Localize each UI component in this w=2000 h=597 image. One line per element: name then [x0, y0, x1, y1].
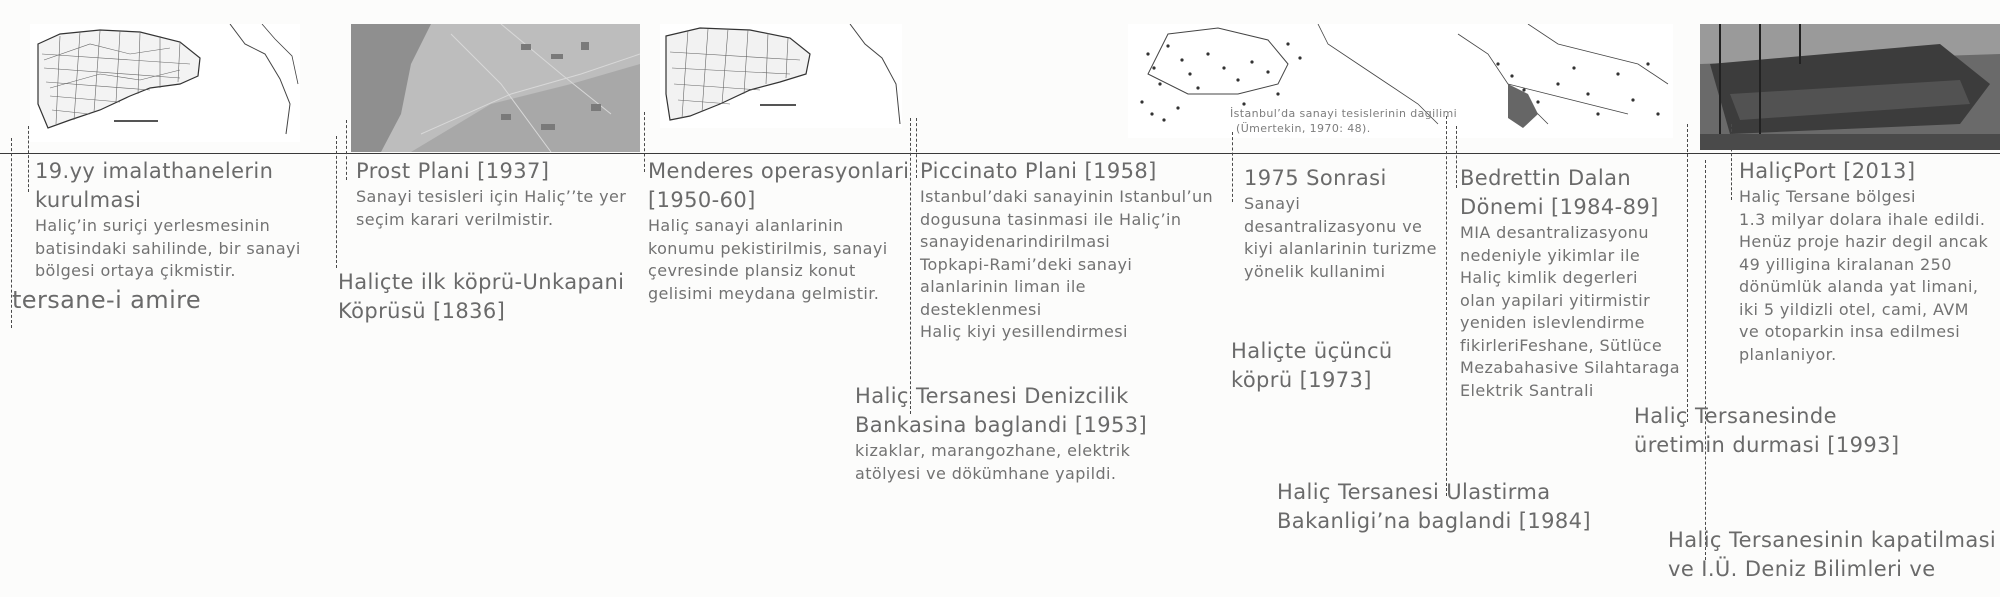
event-title-line: Bakanligi’na baglandi [1984]: [1277, 509, 1592, 533]
event-body-line: yönelik kullanimi: [1244, 261, 1386, 281]
event-title-line: Haliçte üçüncü: [1231, 339, 1393, 363]
event-body-line: dönümlük alanda yat limani,: [1739, 277, 1979, 296]
event-body-line: fikirleriFeshane, Sütlüce: [1460, 335, 1663, 355]
event-body-line: Elektrik Santrali: [1460, 380, 1594, 400]
event-unkapani-köprüsü: [338, 268, 624, 326]
event-body-line: olan yapilari yitirmistir: [1460, 290, 1651, 310]
event-prost-plani: [356, 157, 626, 231]
connector-prost: [346, 120, 347, 180]
event-title-line: Menderes operasyonlari: [648, 159, 910, 183]
event-title-line: Haliç Tersanesi Denizcilik: [855, 384, 1129, 408]
event-title-line: Piccinato Plani [1958]: [920, 159, 1157, 183]
event-body-line: Haliç kiyi yesillendirmesi: [920, 322, 1128, 341]
event-body-line: planlaniyor.: [1739, 344, 1837, 364]
event-body-line: nedeniyle yikimlar ile: [1460, 245, 1641, 265]
prost-aerial-photo: [351, 24, 640, 152]
event-body-line: çevresinde plansiz konut: [648, 261, 856, 280]
event-title-line: Bankasina baglandi [1953]: [855, 413, 1148, 437]
event-body-line: batisindaki sahilinde, bir sanayi: [35, 238, 301, 258]
event-title-line: Haliç Tersanesinin kapatilmasi: [1668, 528, 1997, 552]
haliçport-dock-photo: [1700, 24, 2000, 150]
event-body-line: atölyesi ve dökümhane yapildi.: [855, 463, 1117, 483]
connector-kapatilmasi: [1705, 160, 1706, 560]
event-ulastirma-bakanligi: [1277, 478, 1591, 536]
event-body-line: Haliç sanayi alanlarinin: [648, 216, 844, 235]
event-body-line: alanlarinin liman ile: [920, 277, 1086, 296]
event-body-line: ve otoparkin insa edilmesi: [1739, 322, 1961, 341]
event-body-line: bölgesi ortaya çikmistir.: [35, 261, 236, 280]
connector-1975: [1232, 132, 1233, 202]
menderes-map-image: [660, 24, 902, 128]
connector-haliçte-köprü: [336, 136, 337, 268]
event-1975-sonrasi: [1244, 164, 1437, 283]
event-body-line: 1.3 milyar dolara ihale edildi.: [1739, 209, 1986, 229]
event-title-line: HaliçPort [2013]: [1739, 159, 1916, 183]
map-caption-line: İstanbul’da sanayi tesislerinin dagilimi: [1230, 107, 1458, 120]
timeline-axis: [0, 153, 2000, 154]
event-body-line: dogusuna tasinmasi ile Haliç’in: [920, 209, 1182, 229]
event-denizcilik-bankasi: [855, 382, 1147, 485]
event-body-line: Haliç Tersane bölgesi: [1739, 187, 1916, 206]
event-title-line: [1950-60]: [648, 188, 756, 212]
event-body-line: Mezabahasive Silahtaraga: [1460, 358, 1680, 377]
event-tersane-kapatilmasi: [1668, 526, 1996, 584]
event-body-line: kiyi alanlarinin turizme: [1244, 239, 1437, 258]
event-body-line: desantralizasyonu ve: [1244, 216, 1423, 236]
event-title-line: kurulmasi: [35, 188, 142, 212]
map-caption: [1230, 106, 1457, 136]
event-body-line: seçim karari verilmistir.: [356, 209, 554, 229]
event-body-line: Topkapi-Rami’deki sanayi: [920, 254, 1133, 274]
connector-ulastirma: [1446, 116, 1447, 496]
connector-bedrettin: [1456, 126, 1457, 188]
event-piccinato-plani: [920, 157, 1213, 344]
event-haliçport: [1739, 157, 1988, 366]
event-title-line: Bedrettin Dalan: [1460, 166, 1632, 190]
event-body-line: iki 5 yildizli otel, cami, AVM: [1739, 299, 1969, 319]
connector-19yy: [28, 126, 29, 192]
event-tersane-i-amire: tersane-i amire: [12, 286, 202, 314]
connector-menderes: [644, 112, 645, 172]
map-caption-line: (Ümertekin, 1970: 48).: [1236, 122, 1371, 135]
event-title-line: 19.yy imalathanelerin: [35, 159, 274, 183]
connector-üretim: [1687, 124, 1688, 422]
event-body-line: MIA desantralizasyonu: [1460, 223, 1649, 242]
event-üçüncü-köprü: [1231, 337, 1393, 395]
event-title-line: üretimin durmasi [1993]: [1634, 433, 1900, 457]
event-body-line: kizaklar, marangozhane, elektrik: [855, 441, 1131, 460]
event-19yy-imalathaneler: [35, 157, 301, 283]
event-body-line: Istanbul’daki sanayinin Istanbul’un: [920, 187, 1214, 206]
event-body-line: yeniden islevlendirme: [1460, 313, 1645, 332]
event-title-line: Haliç Tersanesinde: [1634, 404, 1837, 428]
event-üretimin-durmasi: [1634, 402, 1899, 460]
connector-piccinato: [916, 118, 917, 178]
event-body-line: 49 yilligina kiralanan 250: [1739, 254, 1952, 274]
event-title-line: ve I.Ü. Deniz Bilimleri ve: [1668, 557, 1936, 581]
event-body-line: Sanayi tesisleri için Haliç’’te yer: [356, 187, 627, 206]
event-title-line: Haliçte ilk köprü-Unkapani: [338, 270, 625, 294]
event-body-line: Haliç’in suriçi yerlesmesinin: [35, 216, 271, 235]
connector-haliçport: [1731, 124, 1732, 200]
event-title-line: köprü [1973]: [1231, 368, 1372, 392]
map-19yy-image: [30, 24, 300, 142]
event-body-line: konumu pekistirilmis, sanayi: [648, 238, 888, 258]
event-menderes-operasyonlari: [648, 157, 909, 305]
event-body-line: Sanayi: [1244, 194, 1301, 213]
connector-denizcilik: [910, 118, 911, 414]
event-body-line: Henüz proje hazir degil ancak: [1739, 232, 1989, 251]
event-body-line: sanayidenarindirilmasi: [920, 232, 1111, 251]
event-title-line: Prost Plani [1937]: [356, 159, 550, 183]
event-title-line: Haliç Tersanesi Ulastirma: [1277, 480, 1551, 504]
event-title-line: 1975 Sonrasi: [1244, 166, 1387, 190]
event-bedrettin-dalan: [1460, 164, 1680, 402]
event-title-line: Köprüsü [1836]: [338, 299, 506, 323]
event-body-line: Haliç kimlik degerleri: [1460, 268, 1638, 287]
event-title-line: Dönemi [1984-89]: [1460, 195, 1659, 219]
event-body-line: gelisimi meydana gelmistir.: [648, 283, 880, 303]
event-body-line: desteklenmesi: [920, 299, 1042, 319]
